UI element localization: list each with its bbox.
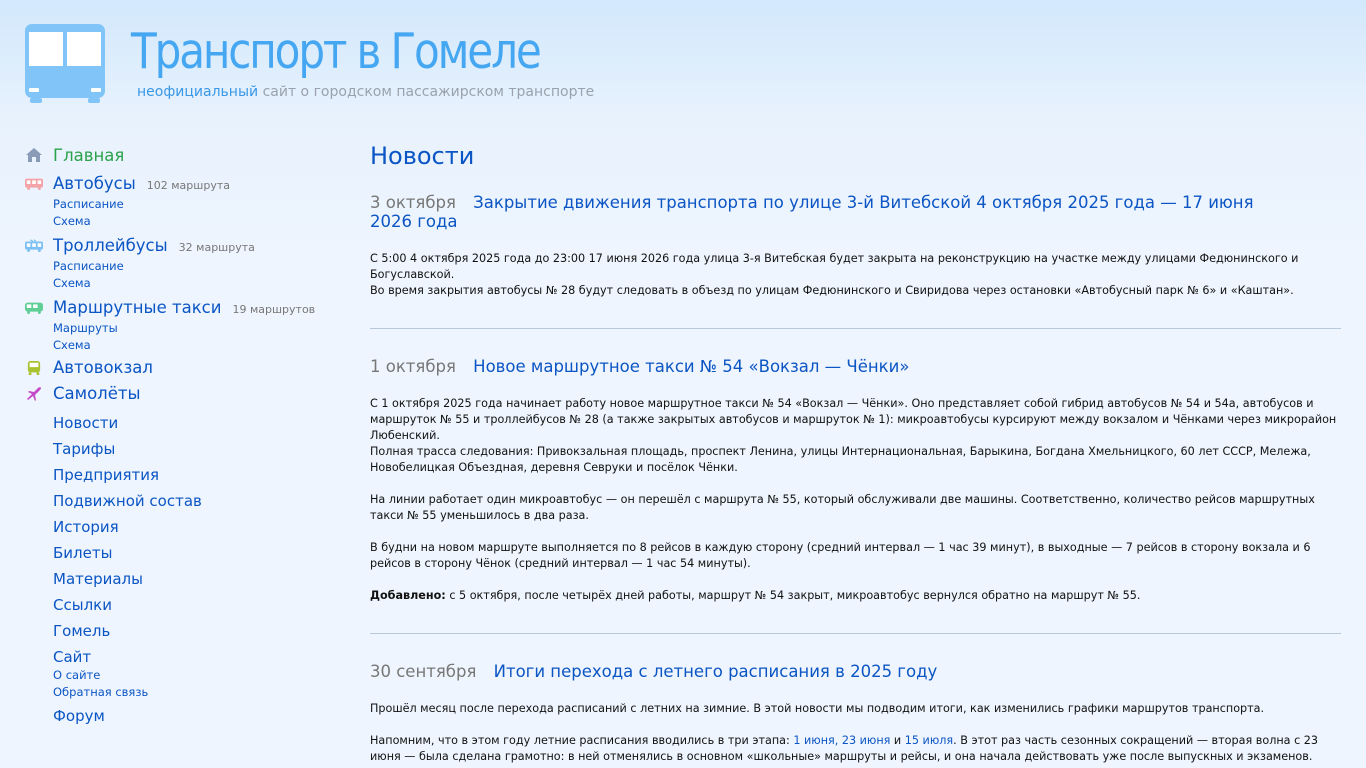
buses-schedule-link[interactable]: Расписание <box>53 197 124 211</box>
news-title-link[interactable]: Итоги перехода с летнего расписания в 2025 году <box>493 662 938 681</box>
trolleybuses-schedule-link[interactable]: Расписание <box>53 259 124 273</box>
date-link[interactable]: 15 июля <box>904 734 954 747</box>
coach-icon <box>25 361 43 375</box>
sidebar-item-site[interactable]: Сайт <box>53 648 92 666</box>
about-site-link[interactable]: О сайте <box>53 668 101 682</box>
sidebar-item-materials[interactable]: Материалы <box>53 570 143 588</box>
minibus-link[interactable]: Маршрутные такси <box>53 298 222 317</box>
bus-icon <box>25 177 43 191</box>
site-subtitle <box>137 84 594 100</box>
news-paragraph: Во время закрытия автобусы № 28 будут следовать в объезд по улицам Федюнинского и Свиридова через остановки «Автобусный парк № 6» и «Каштан». <box>370 284 1294 297</box>
sidebar-item-rolling-stock[interactable]: Подвижной состав <box>53 492 202 510</box>
news-date: 30 сентября <box>370 662 477 681</box>
news-paragraph: С 5:00 4 октября 2025 года до 23:00 17 июня 2026 года улица 3-я Витебская будет закрыта на реконструкцию на участке между улицами Федюнинского и Богуславской. <box>370 252 1299 281</box>
trolleybuses-count: 32 маршрута <box>178 241 255 254</box>
subtitle-text: сайт о городском пассажирском транспорте <box>258 84 595 100</box>
news-paragraph: На линии работает один микроавтобус — он перешёл с маршрута № 55, который обслуживали две машины. Соответственно, количество рейсов маршрутных такси № 55 уменьшилось в два раза. <box>370 493 1315 522</box>
sidebar-item-buses <box>53 174 230 193</box>
sidebar-item-enterprises[interactable]: Предприятия <box>53 466 160 484</box>
sidebar-item-history[interactable]: История <box>53 518 119 536</box>
trolleybus-icon <box>25 239 43 253</box>
news-paragraph-added <box>370 588 1342 604</box>
news-item-heading <box>370 357 1270 376</box>
trolleybuses-link[interactable]: Троллейбусы <box>53 236 168 255</box>
news-paragraph: Полная трасса следования: Привокзальная площадь, проспект Ленина, улицы Интернациональная, Барыкина, Богдана Хмельницкого, 60 лет СССР, Мележа, Новобелицкая Объездная, деревня Севруки и посёлок Чёнки. <box>370 445 1311 474</box>
added-text: с 5 октября, после четырёх дней работы, маршрут № 54 закрыт, микроавтобус вернулся обратно на маршрут № 55. <box>445 589 1141 602</box>
page-title[interactable]: Новости <box>370 142 475 170</box>
news-date: 3 октября <box>370 193 456 212</box>
minibus-routes-link[interactable]: Маршруты <box>53 321 118 335</box>
buses-link[interactable]: Автобусы <box>53 174 136 193</box>
sidebar-item-news[interactable]: Новости <box>53 414 119 432</box>
buses-map-link[interactable]: Схема <box>53 214 91 228</box>
news-item-heading <box>370 193 1270 231</box>
sidebar-item-tariffs[interactable]: Тарифы <box>53 440 116 458</box>
news-item-heading <box>370 662 1270 681</box>
minibus-map-link[interactable]: Схема <box>53 338 91 352</box>
news-paragraph <box>370 733 1342 765</box>
airplane-icon <box>25 387 43 401</box>
bus-logo-icon[interactable] <box>25 24 105 104</box>
news-divider <box>370 633 1341 634</box>
trolleybuses-map-link[interactable]: Схема <box>53 276 91 290</box>
sidebar-item-forum[interactable]: Форум <box>53 707 105 725</box>
news-paragraph: В будни на новом маршруте выполняется по 8 рейсов в каждую сторону (средний интервал — 1 час 39 минут), в выходные — 7 рейсов в сторону вокзала и 6 рейсов в сторону Чёнок (средний интервал — 1 час 54 минуты). <box>370 541 1311 570</box>
feedback-link[interactable]: Обратная связь <box>53 685 149 699</box>
minibus-icon <box>25 301 43 315</box>
sidebar-item-planes[interactable]: Самолёты <box>53 384 141 403</box>
sidebar-item-home[interactable]: Главная <box>53 146 125 165</box>
news-divider <box>370 328 1341 329</box>
home-icon <box>25 148 43 162</box>
sidebar-item-bus-station[interactable]: Автовокзал <box>53 358 153 377</box>
date-link[interactable]: 1 июня, 23 июня <box>793 734 891 747</box>
minibus-count: 19 маршрутов <box>232 303 316 316</box>
news-date: 1 октября <box>370 357 456 376</box>
news-paragraph: С 1 октября 2025 года начинает работу новое маршрутное такси № 54 «Вокзал — Чёнки». Оно представляет собой гибрид автобусов № 54 и 54а, автобусов и маршруток № 55 и троллейбусов № 28 (а также закрытых автобусов и маршруток № 1): микроавтобусы курсируют между вокзалом и Чёнками через микрорайон Любенский. <box>370 397 1337 442</box>
sidebar-item-links[interactable]: Ссылки <box>53 596 112 614</box>
sidebar-item-tickets[interactable]: Билеты <box>53 544 113 562</box>
added-label: Добавлено: <box>370 589 446 602</box>
news-paragraph: Прошёл месяц после перехода расписаний с летних на зимние. В этой новости мы подводим итоги, как изменились графики маршрутов транспорта. <box>370 702 1265 715</box>
sidebar-item-minibus <box>53 298 315 317</box>
sidebar-item-gomel[interactable]: Гомель <box>53 622 111 640</box>
buses-count: 102 маршрута <box>146 179 230 192</box>
site-title[interactable]: Транспорт в Гомеле <box>131 23 540 80</box>
news-title-link[interactable]: Закрытие движения транспорта по улице 3-й Витебской 4 октября 2025 года — 17 июня 2026 года <box>370 193 1254 231</box>
sidebar-item-trolleybuses <box>53 236 255 255</box>
subtitle-accent: неофициальный <box>137 84 259 100</box>
text-span: и <box>890 734 905 747</box>
text-span: Напомним, что в этом году летние расписания вводились в три этапа: <box>370 734 794 747</box>
news-title-link[interactable]: Новое маршрутное такси № 54 «Вокзал — Чёнки» <box>473 357 910 376</box>
text-span: . В этот раз часть сезонных сокращений — вторая волна с 23 июня — была сделана грамотно: в ней отменялись в основном «школьные» маршруты и рейсы, и она начала действовать уже после выпускных и экзаменов. <box>370 734 1319 763</box>
